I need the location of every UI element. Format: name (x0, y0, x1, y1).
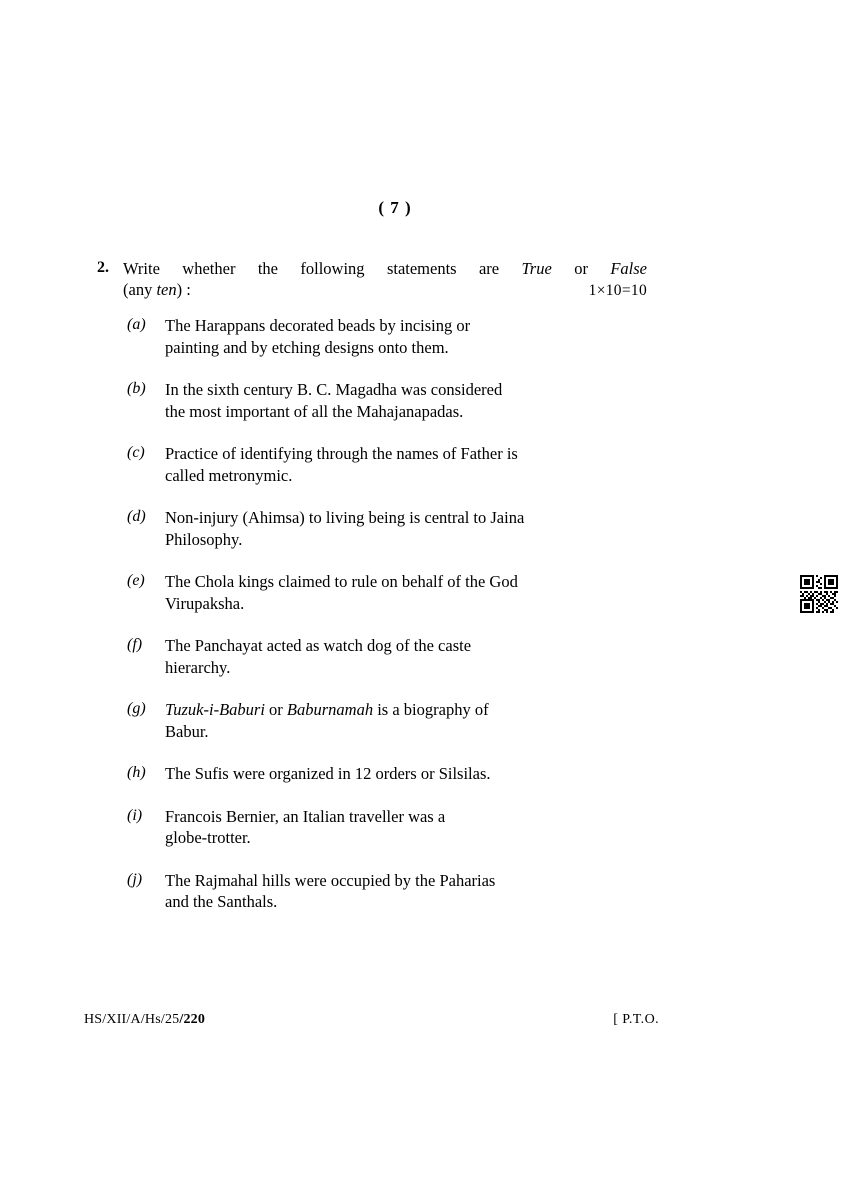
question-stem-line1: Write whether the following statements are True or False (123, 259, 648, 278)
pto-label: [ P.T.O. (613, 1012, 659, 1027)
page-number: ( 7 ) (378, 198, 412, 217)
question-2 (97, 258, 647, 301)
book-title-baburnamah: Baburnamah (286, 700, 374, 719)
list-item (97, 870, 647, 913)
item-line1: Non-injury (Ahimsa) to living being is central to Jaina (165, 508, 525, 527)
true-word: True (521, 259, 552, 278)
list-item (97, 507, 647, 550)
item-line1: The Harappans decorated beads by incising or (165, 316, 471, 335)
question-any-ten: (any ten) : (123, 280, 191, 299)
question-stem-line2 (123, 279, 647, 301)
list-item (97, 699, 647, 742)
item-text (165, 315, 647, 358)
list-item (97, 635, 647, 678)
item-label: (c) (127, 444, 145, 461)
item-label: (f) (127, 636, 143, 653)
item-line1: The Rajmahal hills were occupied by the Paharias (165, 870, 496, 890)
book-title-tuzuk: Tuzuk-i-Baburi (165, 700, 265, 719)
item-line2: Babur. (165, 721, 209, 741)
item-line2: called metronymic. (165, 465, 293, 485)
ten-word: ten (156, 280, 177, 299)
list-item (97, 379, 647, 422)
paper-code-prefix: HS/XII/A/Hs/25 (84, 1012, 180, 1027)
question-number: 2. (97, 259, 109, 276)
item-line1: The Panchayat acted as watch dog of the caste (165, 636, 472, 655)
item-text (165, 571, 647, 614)
list-item (97, 571, 647, 614)
item-text (165, 443, 647, 486)
item-label: (a) (127, 316, 146, 333)
item-line2: the most important of all the Mahajanapadas. (165, 401, 464, 421)
list-item (97, 763, 647, 785)
item-line2: Philosophy. (165, 529, 243, 549)
item-label: (j) (127, 870, 143, 888)
item-line1 (165, 699, 647, 721)
item-line2: globe-trotter. (165, 828, 251, 847)
item-label: (d) (127, 508, 146, 525)
item-label: (b) (127, 380, 146, 397)
question-body (123, 258, 647, 301)
item-line2: hierarchy. (165, 657, 231, 677)
question-content (97, 258, 647, 934)
item-label: (i) (127, 806, 143, 824)
item-line1: The Sufis were organized in 12 orders or Silsilas. (165, 764, 491, 783)
false-word: False (610, 259, 648, 278)
item-text (165, 699, 647, 742)
list-item (97, 443, 647, 486)
item-line1: The Chola kings claimed to rule on behalf of the God (165, 572, 518, 591)
item-text (165, 763, 647, 785)
qr-code-icon (800, 575, 838, 613)
list-item (97, 806, 647, 849)
page-footer (84, 1012, 659, 1028)
item-line2: Virupaksha. (165, 593, 245, 613)
statement-list (97, 315, 647, 913)
item-text (165, 870, 647, 913)
item-label: (e) (127, 572, 145, 589)
item-line2: and the Santhals. (165, 892, 278, 911)
conjunction: or (264, 700, 287, 719)
marks-allocation: 1×10=10 (588, 282, 647, 299)
item-line1: In the sixth century B. C. Magadha was considered (165, 380, 503, 399)
item-text (165, 635, 647, 678)
item-line1: Practice of identifying through the names of Father is (165, 444, 518, 463)
item-label: (g) (127, 700, 146, 717)
item-text (165, 379, 647, 422)
paper-code-suffix: /220 (179, 1012, 206, 1027)
item-line2: painting and by etching designs onto them. (165, 337, 449, 357)
paper-code (84, 1012, 205, 1028)
item-text (165, 507, 647, 550)
line-end: is a biography of (373, 700, 489, 719)
list-item (97, 315, 647, 358)
item-line1: Francois Bernier, an Italian traveller was a (165, 806, 446, 826)
item-text (165, 806, 647, 849)
item-label: (h) (127, 764, 146, 781)
